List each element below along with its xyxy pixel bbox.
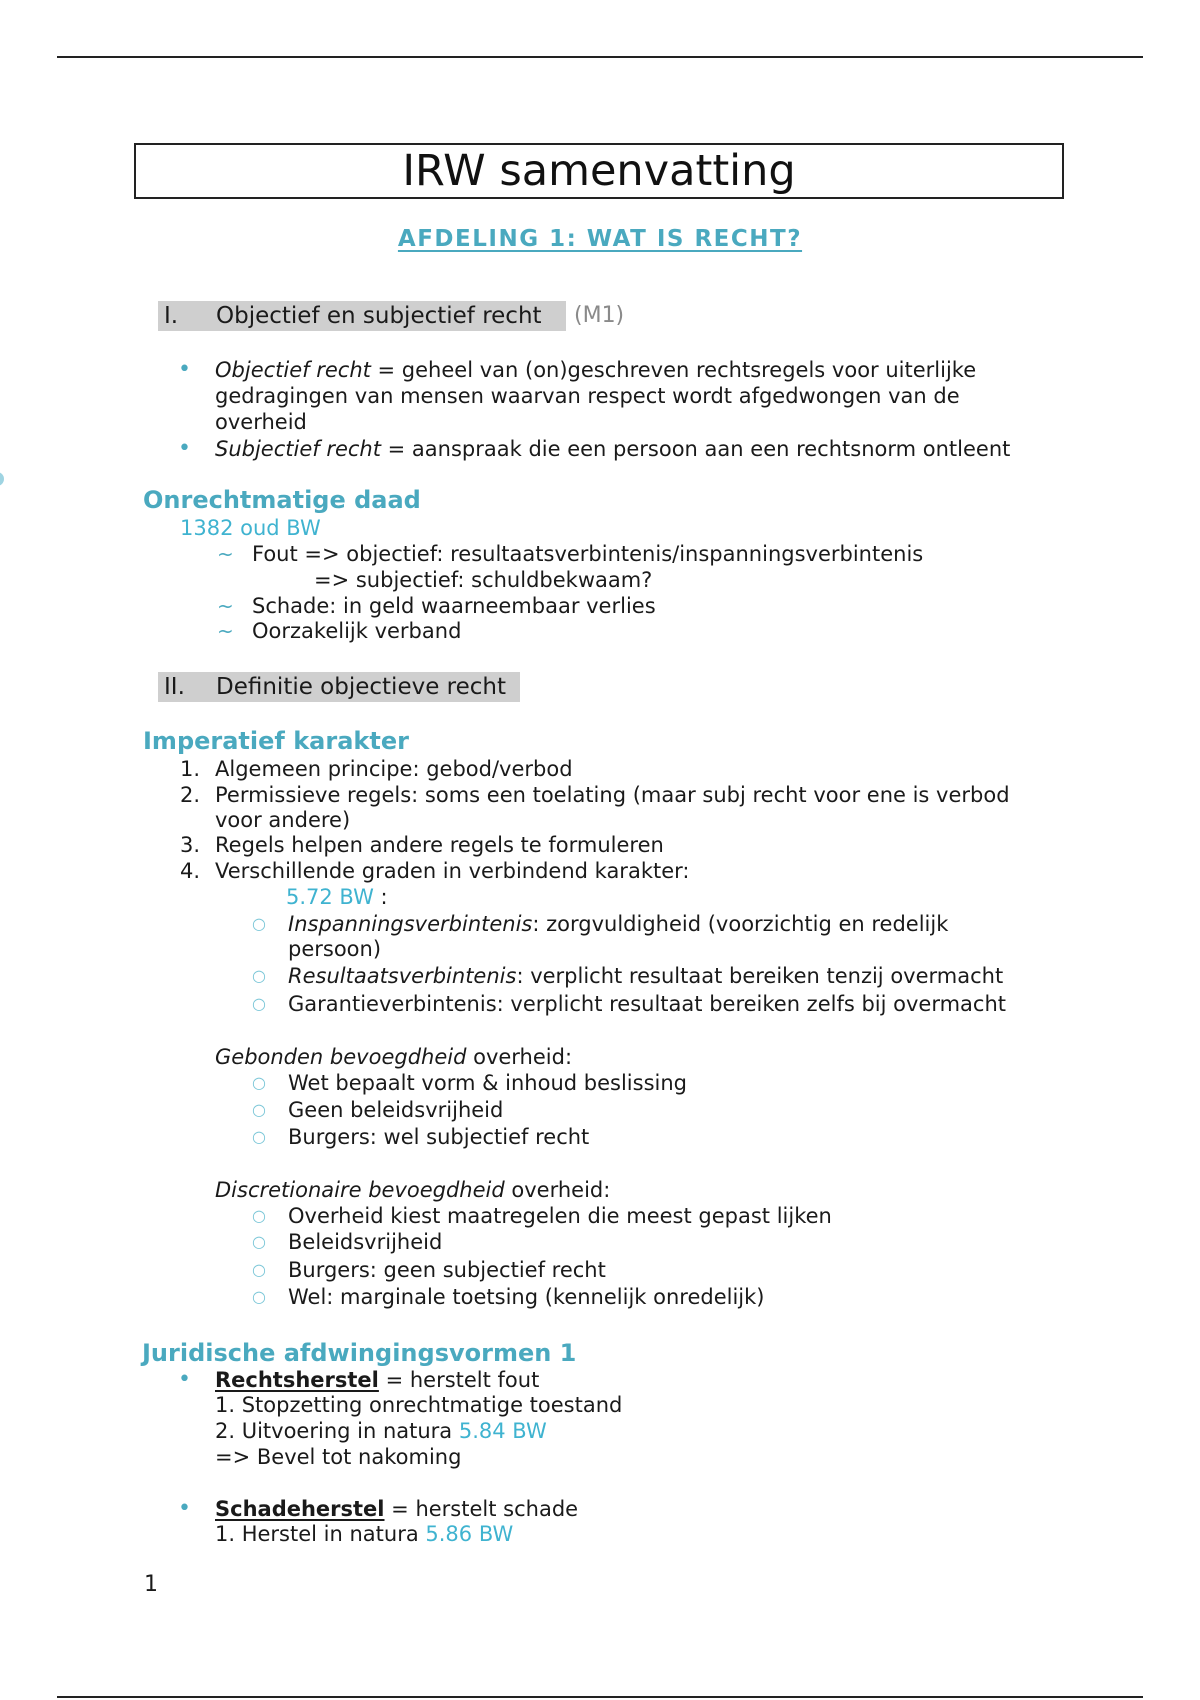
bullet-dot-icon: • bbox=[178, 357, 191, 382]
section-heading-2 bbox=[158, 672, 520, 702]
text-line: Verschillende graden in verbindend karakter: bbox=[215, 859, 690, 883]
tilde-bullet-icon: ~ bbox=[217, 619, 234, 643]
term: Resultaatsverbintenis bbox=[288, 964, 517, 988]
bullet-dot-icon: • bbox=[178, 1367, 191, 1392]
margin-marker bbox=[0, 472, 4, 486]
hollow-circle-bullet-icon: ○ bbox=[252, 1073, 266, 1092]
subheading-imperatief-karakter: Imperatief karakter bbox=[143, 727, 409, 755]
hollow-circle-bullet-icon: ○ bbox=[252, 914, 266, 933]
hollow-circle-bullet-icon: ○ bbox=[252, 1260, 266, 1279]
section-heading-1 bbox=[158, 301, 566, 331]
bullet-dot-icon: • bbox=[178, 436, 191, 461]
text-line bbox=[215, 436, 1010, 462]
text-line: Wel: marginale toetsing (kennelijk onredelijk) bbox=[288, 1285, 765, 1309]
text-line: Oorzakelijk verband bbox=[252, 619, 462, 643]
hollow-circle-bullet-icon: ○ bbox=[252, 1232, 266, 1251]
subheading-onrechtmatige-daad: Onrechtmatige daad bbox=[143, 486, 421, 514]
definition: overheid: bbox=[504, 1178, 611, 1202]
hollow-circle-bullet-icon: ○ bbox=[252, 1127, 266, 1146]
hollow-circle-bullet-icon: ○ bbox=[252, 1100, 266, 1119]
list-text: 1. Herstel in natura bbox=[215, 1522, 426, 1546]
text-line: gedragingen van mensen waarvan respect wordt afgedwongen van de bbox=[215, 384, 960, 408]
text-line bbox=[215, 1418, 547, 1444]
text-line: Geen beleidsvrijheid bbox=[288, 1098, 504, 1122]
list-number: 2. bbox=[180, 783, 201, 807]
tilde-bullet-icon: ~ bbox=[217, 542, 234, 566]
text-line bbox=[288, 963, 1003, 989]
text-line: Garantieverbintenis: verplicht resultaat bereiken zelfs bij overmacht bbox=[288, 992, 1007, 1016]
text-line: => subjectief: schuldbekwaam? bbox=[314, 568, 653, 592]
document-title: IRW samenvatting bbox=[134, 143, 1064, 199]
afdeling-heading: AFDELING 1: WAT IS RECHT? bbox=[397, 226, 803, 252]
list-number: 4. bbox=[180, 859, 201, 883]
hollow-circle-bullet-icon: ○ bbox=[252, 1287, 266, 1306]
text-line: Fout => objectief: resultaatsverbintenis/inspanningsverbintenis bbox=[252, 542, 924, 566]
module-code: (M1) bbox=[574, 303, 625, 328]
section-title: Definitie objectieve recht bbox=[216, 674, 507, 700]
page-number: 1 bbox=[144, 1572, 158, 1597]
bottom-rule bbox=[57, 1696, 1143, 1698]
text-line: Wet bepaalt vorm & inhoud beslissing bbox=[288, 1071, 687, 1095]
text-line: voor andere) bbox=[215, 808, 351, 832]
text-line: Overheid kiest maatregelen die meest gepast lijken bbox=[288, 1204, 832, 1228]
text-line bbox=[215, 1367, 539, 1393]
text-line: Burgers: wel subjectief recht bbox=[288, 1125, 590, 1149]
law-reference: 5.86 BW bbox=[425, 1522, 514, 1546]
text-line bbox=[215, 1044, 572, 1070]
term: Subjectief recht bbox=[215, 437, 381, 461]
term: Gebonden bevoegdheid bbox=[215, 1045, 467, 1069]
text-line: overheid bbox=[215, 410, 307, 434]
law-reference-line bbox=[286, 884, 388, 910]
definition: = herstelt fout bbox=[378, 1368, 540, 1392]
law-reference: 5.84 BW bbox=[458, 1419, 547, 1443]
colon: : bbox=[373, 885, 388, 909]
text-line bbox=[215, 1177, 610, 1203]
text-line bbox=[215, 357, 976, 383]
section-title: Objectief en subjectief recht bbox=[216, 303, 542, 329]
section-number: II. bbox=[164, 674, 185, 700]
text-line: Permissieve regels: soms een toelating (maar subj recht voor ene is verbod bbox=[215, 783, 1010, 807]
list-text: 2. Uitvoering in natura bbox=[215, 1419, 459, 1443]
definition: = herstelt schade bbox=[384, 1497, 579, 1521]
list-number: 3. bbox=[180, 833, 201, 857]
section-number: I. bbox=[164, 303, 179, 329]
text-line: Beleidsvrijheid bbox=[288, 1230, 443, 1254]
text-line: => Bevel tot nakoming bbox=[215, 1445, 462, 1469]
term: Inspanningsverbintenis bbox=[288, 912, 533, 936]
text-line bbox=[215, 1521, 513, 1547]
tilde-bullet-icon: ~ bbox=[217, 594, 234, 618]
law-reference: 5.72 BW bbox=[286, 885, 374, 909]
definition: = aanspraak die een persoon aan een rechtsnorm ontleent bbox=[380, 437, 1011, 461]
top-rule bbox=[57, 56, 1143, 58]
subheading-juridische-afdwingingsvormen: Juridische afdwingingsvormen 1 bbox=[142, 1339, 577, 1367]
definition: : zorgvuldigheid (voorzichtig en redelijk bbox=[532, 912, 949, 936]
text-line: 1. Stopzetting onrechtmatige toestand bbox=[215, 1393, 623, 1417]
hollow-circle-bullet-icon: ○ bbox=[252, 1206, 266, 1225]
definition: overheid: bbox=[466, 1045, 573, 1069]
definition: = geheel van (on)geschreven rechtsregels voor uiterlijke bbox=[370, 358, 977, 382]
text-line bbox=[288, 911, 948, 937]
text-line: persoon) bbox=[288, 937, 382, 961]
hollow-circle-bullet-icon: ○ bbox=[252, 966, 266, 985]
term: Objectief recht bbox=[215, 358, 371, 382]
text-line bbox=[215, 1496, 578, 1522]
term: Rechtsherstel bbox=[215, 1368, 379, 1392]
list-number: 1. bbox=[180, 757, 201, 781]
bullet-dot-icon: • bbox=[178, 1496, 191, 1521]
text-line: Schade: in geld waarneembaar verlies bbox=[252, 594, 656, 618]
term: Discretionaire bevoegdheid bbox=[215, 1178, 505, 1202]
text-line: Algemeen principe: gebod/verbod bbox=[215, 757, 573, 781]
definition: : verplicht resultaat bereiken tenzij overmacht bbox=[516, 964, 1004, 988]
law-reference: 1382 oud BW bbox=[180, 516, 321, 540]
hollow-circle-bullet-icon: ○ bbox=[252, 994, 266, 1013]
text-line: Regels helpen andere regels te formuleren bbox=[215, 833, 664, 857]
term: Schadeherstel bbox=[215, 1497, 385, 1521]
text-line: Burgers: geen subjectief recht bbox=[288, 1258, 606, 1282]
